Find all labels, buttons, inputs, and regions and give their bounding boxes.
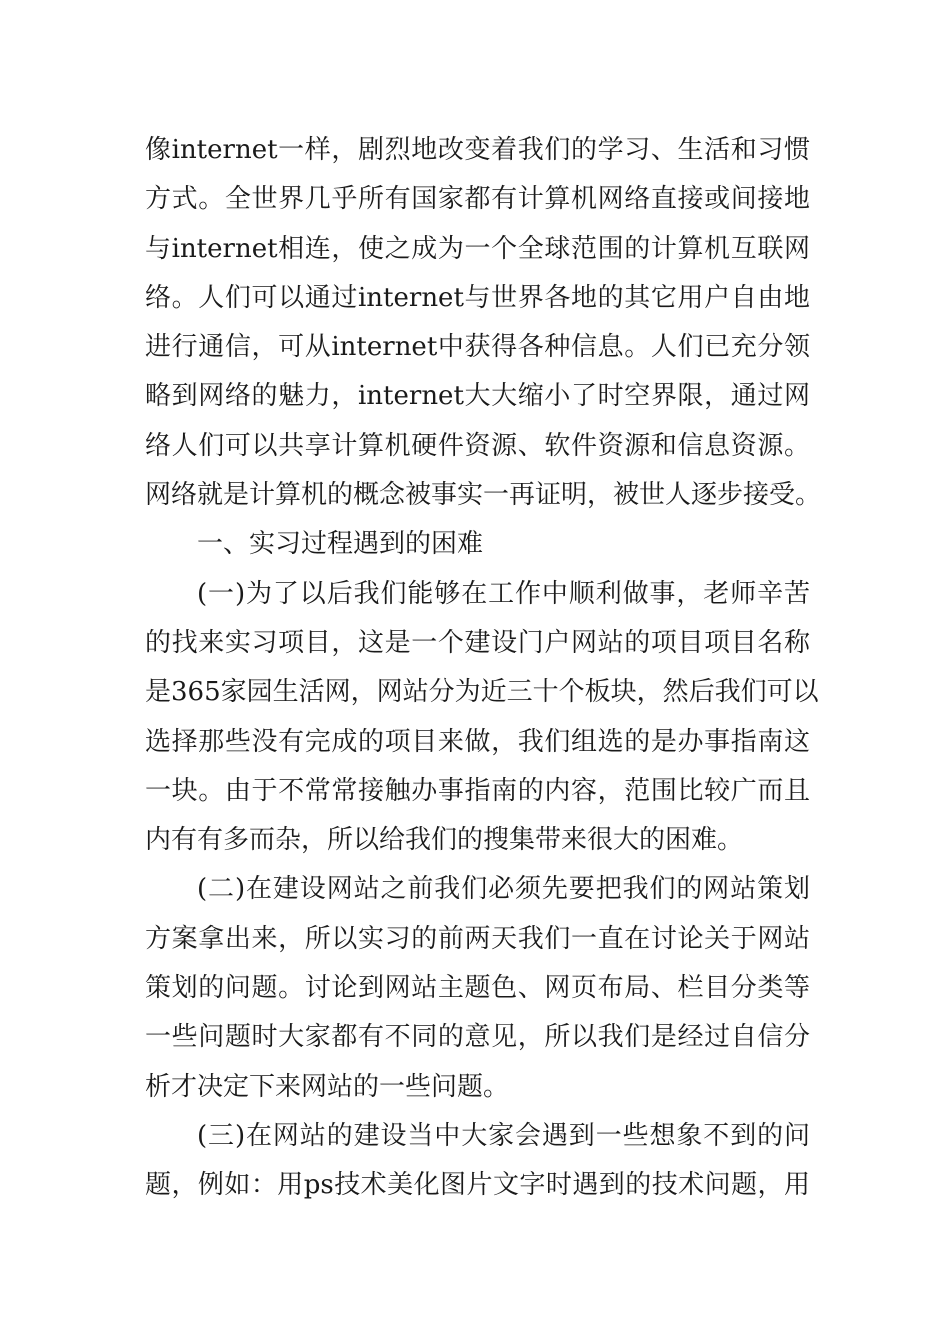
text-line: 选择那些没有完成的项目来做，我们组选的是办事指南这 (145, 726, 810, 757)
text-line: 络人们可以共享计算机硬件资源、软件资源和信息资源。 (145, 430, 810, 461)
text-line: 进行通信，可从internet中获得各种信息。人们已充分领 (145, 332, 810, 363)
text-line: 的找来实习项目，这是一个建设门户网站的项目项目名称 (145, 627, 810, 658)
text-line: 是365家园生活网，网站分为近三十个板块，然后我们可以 (145, 677, 819, 708)
text-line: 方式。全世界几乎所有国家都有计算机网络直接或间接地 (145, 184, 810, 215)
text-line: (三)在网站的建设当中大家会遇到一些想象不到的问 (197, 1120, 810, 1151)
text-line: 像internet一样，剧烈地改变着我们的学习、生活和习惯 (145, 135, 810, 165)
text-line: 析才决定下来网站的一些问题。 (145, 1071, 510, 1102)
text-line: 络。人们可以通过internet与世界各地的其它用户自由地 (145, 282, 810, 313)
text-line: (一)为了以后我们能够在工作中顺利做事，老师辛苦 (197, 578, 810, 609)
text-line: 题，例如：用ps技术美化图片文字时遇到的技术问题，用 (145, 1170, 810, 1201)
text-line: 一些问题时大家都有不同的意见，所以我们是经过自信分 (145, 1022, 810, 1053)
text-line: 与internet相连，使之成为一个全球范围的计算机互联网 (145, 233, 810, 264)
section-heading: 一、实习过程遇到的困难 (197, 529, 484, 560)
text-line: 一块。由于不常常接触办事指南的内容，范围比较广而且 (145, 775, 810, 806)
text-line: 方案拿出来，所以实习的前两天我们一直在讨论关于网站 (145, 923, 810, 954)
text-line: 策划的问题。讨论到网站主题色、网页布局、栏目分类等 (145, 973, 810, 1004)
text-line: (二)在建设网站之前我们必须先要把我们的网站策划 (197, 874, 810, 905)
document-body (145, 126, 822, 1211)
text-line: 内有有多而杂，所以给我们的搜集带来很大的困难。 (145, 825, 744, 856)
text-line: 略到网络的魅力，internet大大缩小了时空界限，通过网 (145, 381, 810, 412)
text-line: 网络就是计算机的概念被事实一再证明，被世人逐步接受。 (145, 480, 822, 511)
